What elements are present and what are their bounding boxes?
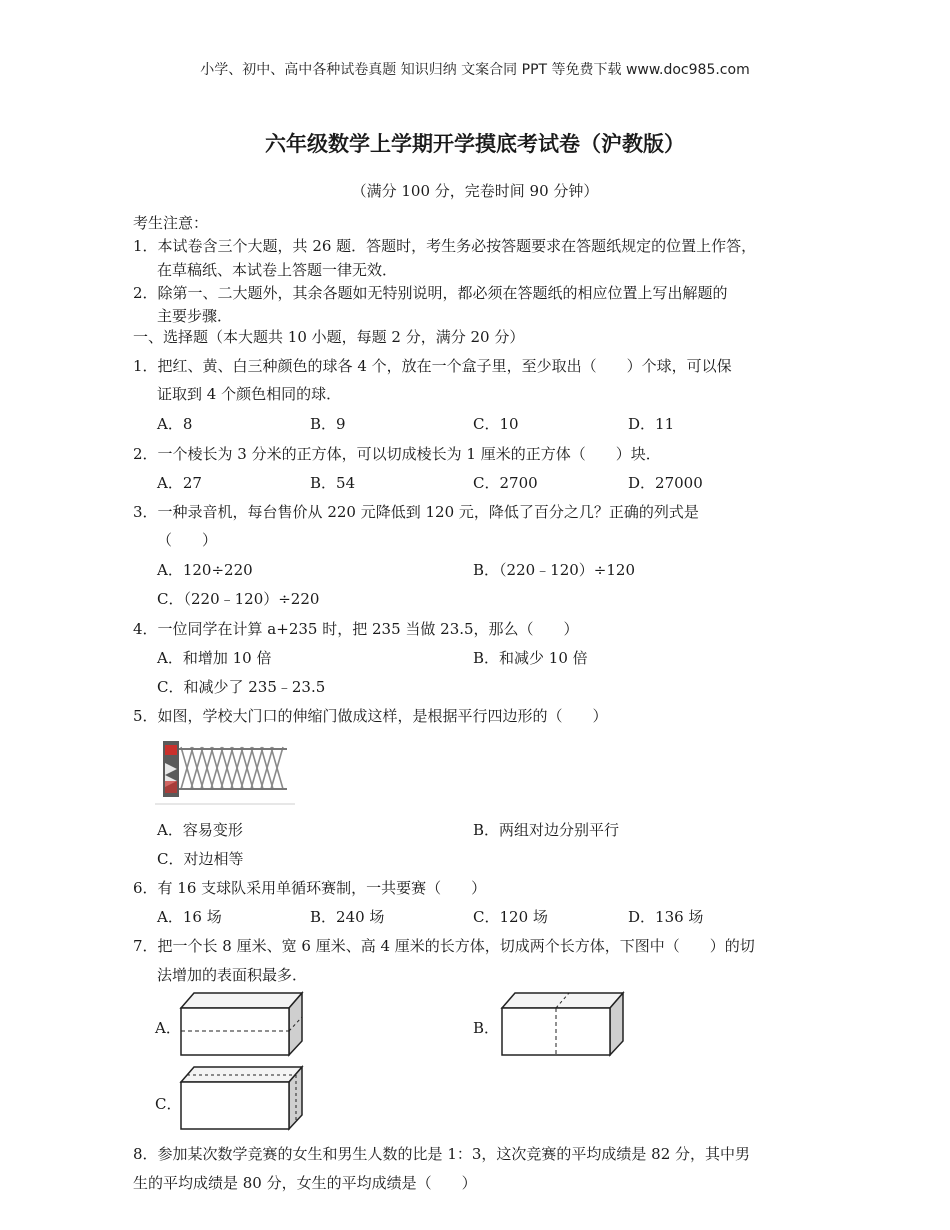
- question-5: 5．如图，学校大门口的伸缩门做成这样，是根据平行四边形的（ ）: [133, 707, 608, 725]
- exam-info: （满分 100 分，完卷时间 90 分钟）: [351, 182, 599, 200]
- q2-option-d: D．27000: [628, 474, 703, 492]
- question-8-cont: 生的平均成绩是 80 分，女生的平均成绩是（ ）: [133, 1174, 477, 1192]
- q2-option-c: C．2700: [473, 474, 538, 492]
- q7-option-b: B．: [473, 1019, 500, 1037]
- notice-item-2-cont: 主要步骤．: [157, 307, 233, 325]
- notice-item-1: 1．本试卷含三个大题，共 26 题．答题时，考生务必按答题要求在答题纸规定的位置上作答，: [133, 237, 757, 255]
- section-heading: 一、选择题（本大题共 10 小题，每题 2 分，满分 20 分）: [133, 328, 525, 346]
- q4-option-a: A．和增加 10 倍: [157, 649, 272, 667]
- retractable-gate-image: [155, 737, 295, 805]
- q5-option-a: A．容易变形: [157, 821, 243, 839]
- q4-option-b: B．和减少 10 倍: [473, 649, 588, 667]
- q2-option-a: A．27: [157, 474, 202, 492]
- notice-item-1-cont: 在草稿纸、本试卷上答题一律无效．: [157, 261, 398, 279]
- question-1: 1．把红、黄、白三种颜色的球各 4 个，放在一个盒子里，至少取出（ ）个球，可以保: [133, 357, 732, 375]
- q4-option-c: C．和减少了 235﹣23.5: [157, 678, 326, 696]
- q2-option-b: B．54: [310, 474, 356, 492]
- q7-option-a: A．: [155, 1019, 181, 1037]
- cuboid-figure-c: [178, 1064, 306, 1132]
- cuboid-figure-b: [499, 990, 627, 1058]
- question-7-cont: 法增加的表面积最多．: [157, 966, 308, 984]
- q3-option-a: A．120÷220: [157, 561, 253, 579]
- question-1-cont: 证取到 4 个颜色相同的球．: [157, 385, 342, 403]
- site-banner: 小学、初中、高中各种试卷真题 知识归纳 文案合同 PPT 等免费下载 www.doc985.com: [200, 62, 750, 78]
- question-7: 7．把一个长 8 厘米、宽 6 厘米、高 4 厘米的长方体，切成两个长方体，下图中（ ）的切: [133, 937, 755, 955]
- q1-option-a: A．8: [157, 415, 193, 433]
- q5-option-c: C．对边相等: [157, 850, 244, 868]
- q6-option-d: D．136 场: [628, 908, 704, 926]
- q3-option-b: B．（220﹣120）÷120: [473, 561, 635, 579]
- q5-option-b: B．两组对边分别平行: [473, 821, 620, 839]
- question-4: 4．一位同学在计算 a+235 时，把 235 当做 23.5，那么（ ）: [133, 620, 579, 638]
- q7-option-c: C．: [155, 1095, 182, 1113]
- q3-option-c: C．（220﹣120）÷220: [157, 590, 320, 608]
- cuboid-figure-a: [178, 990, 306, 1058]
- q1-option-b: B．9: [310, 415, 346, 433]
- q6-option-b: B．240 场: [310, 908, 385, 926]
- notice-heading: 考生注意：: [133, 214, 209, 232]
- question-3: 3．一种录音机，每台售价从 220 元降低到 120 元，降低了百分之几？正确的列式是: [133, 503, 699, 521]
- page-title: 六年级数学上学期开学摸底考试卷（沪教版）: [265, 132, 685, 156]
- question-8: 8．参加某次数学竞赛的女生和男生人数的比是 1：3，这次竞赛的平均成绩是 82 分，其中男: [133, 1145, 751, 1163]
- q6-option-c: C．120 场: [473, 908, 548, 926]
- question-2: 2．一个棱长为 3 分米的正方体，可以切成棱长为 1 厘米的正方体（ ）块．: [133, 445, 661, 463]
- notice-item-2: 2．除第一、二大题外，其余各题如无特别说明，都必须在答题纸的相应位置上写出解题的: [133, 284, 728, 302]
- q1-option-c: C．10: [473, 415, 519, 433]
- q1-option-d: D．11: [628, 415, 675, 433]
- question-3-cont: （ ）: [157, 531, 218, 549]
- q6-option-a: A．16 场: [157, 908, 222, 926]
- question-6: 6．有 16 支球队采用单循环赛制，一共要赛（ ）: [133, 879, 487, 897]
